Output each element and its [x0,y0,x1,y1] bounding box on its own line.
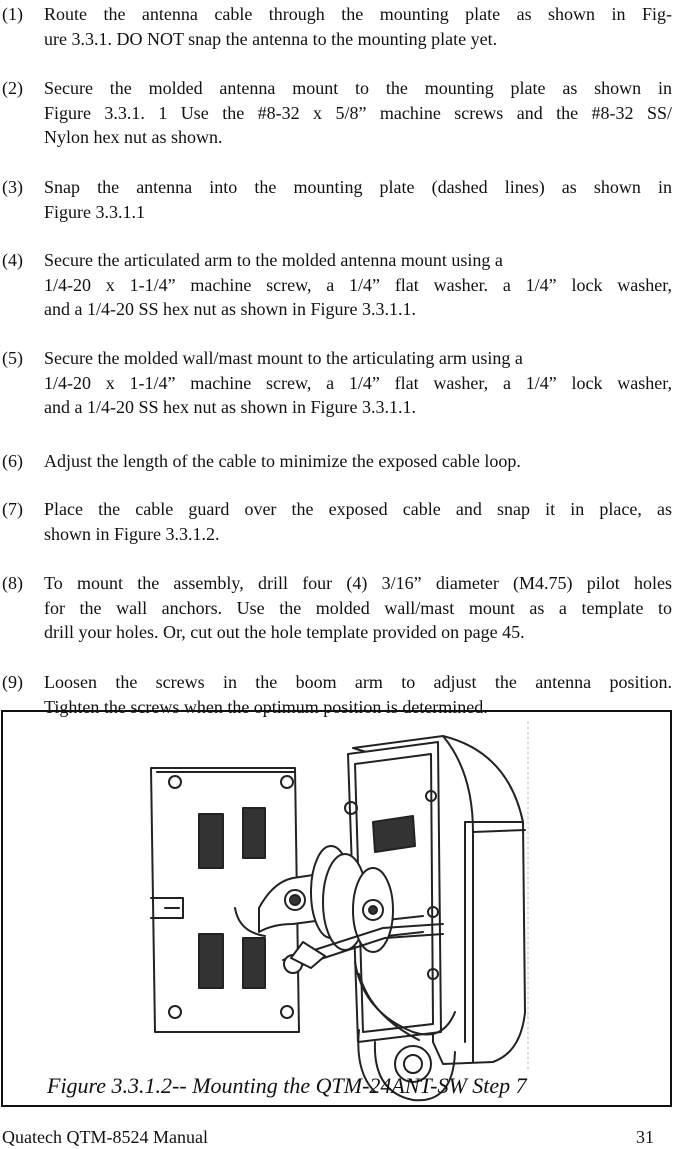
footer-page-number: 31 [636,1127,654,1147]
step-line: for the wall anchors. Use the molded wall/mast mount as a template to [44,597,672,618]
step-line: drill your holes. Or, cut out the hole template provided on page 45. [44,622,525,642]
step-line: Loosen the screws in the boom arm to adjust the antenna position. [44,672,672,692]
step-line: Secure the articulated arm to the molded antenna mount using a [44,250,503,270]
step-number: (5) [2,348,23,368]
step-text [44,346,672,420]
step-number: (9) [2,672,23,692]
step-text [44,497,672,546]
step-line: To mount the assembly, drill four (4) 3/16” diameter (M4.75) pilot holes [44,573,672,593]
step-line: 1/4-20 x 1-1/4” machine screw, a 1/4” flat washer. a 1/4” lock washer, [44,274,672,295]
step-text [44,175,672,224]
step-number: (7) [2,499,23,519]
step-text [44,248,672,322]
step-line: Tighten the screws when the optimum position is determined. [44,696,488,717]
step-line: Figure 3.3.1.1 [44,201,145,222]
step-line: Secure the molded wall/mast mount to the articulating arm using a [44,348,523,368]
step-text [44,76,672,150]
step-line: and a 1/4-20 SS hex nut as shown in Figure 3.3.1.1. [44,397,416,417]
step-number: (1) [2,4,23,24]
step-line: 1/4-20 x 1-1/4” machine screw, a 1/4” flat washer, a 1/4” lock washer, [44,372,672,393]
footer-manual-title: Quatech QTM-8524 Manual [2,1127,208,1147]
step-number: (4) [2,250,23,270]
step-text [44,449,672,474]
step-line: Place the cable guard over the exposed cable and snap it in place, as [44,499,672,519]
step-text [44,2,672,51]
step-number: (2) [2,78,23,98]
figure-frame [1,710,672,1107]
step-line: shown in Figure 3.3.1.2. [44,523,220,544]
figure-caption: Figure 3.3.1.2-- Mounting the QTM-24ANT-SW Step 7 [47,1073,527,1098]
step-text [44,571,672,645]
step-line: ure 3.3.1. DO NOT snap the antenna to the mounting plate yet. [44,28,498,49]
step-line: and a 1/4-20 SS hex nut as shown in Figure 3.3.1.1. [44,299,416,319]
step-line: Route the antenna cable through the mounting plate as shown in Fig- [44,4,672,24]
step-line: Secure the molded antenna mount to the mounting plate as shown in [44,78,672,98]
step-number: (3) [2,177,23,197]
step-line: Adjust the length of the cable to minimize the exposed cable loop. [44,451,521,471]
step-line: Snap the antenna into the mounting plate (dashed lines) as shown in [44,177,672,197]
step-number: (6) [2,451,23,471]
step-line: Nylon hex nut as shown. [44,127,223,147]
antenna-mount-illustration [3,712,670,1105]
step-line: Figure 3.3.1. 1 Use the #8-32 x 5/8” machine screws and the #8-32 SS/ [44,102,672,123]
step-number: (8) [2,573,23,593]
